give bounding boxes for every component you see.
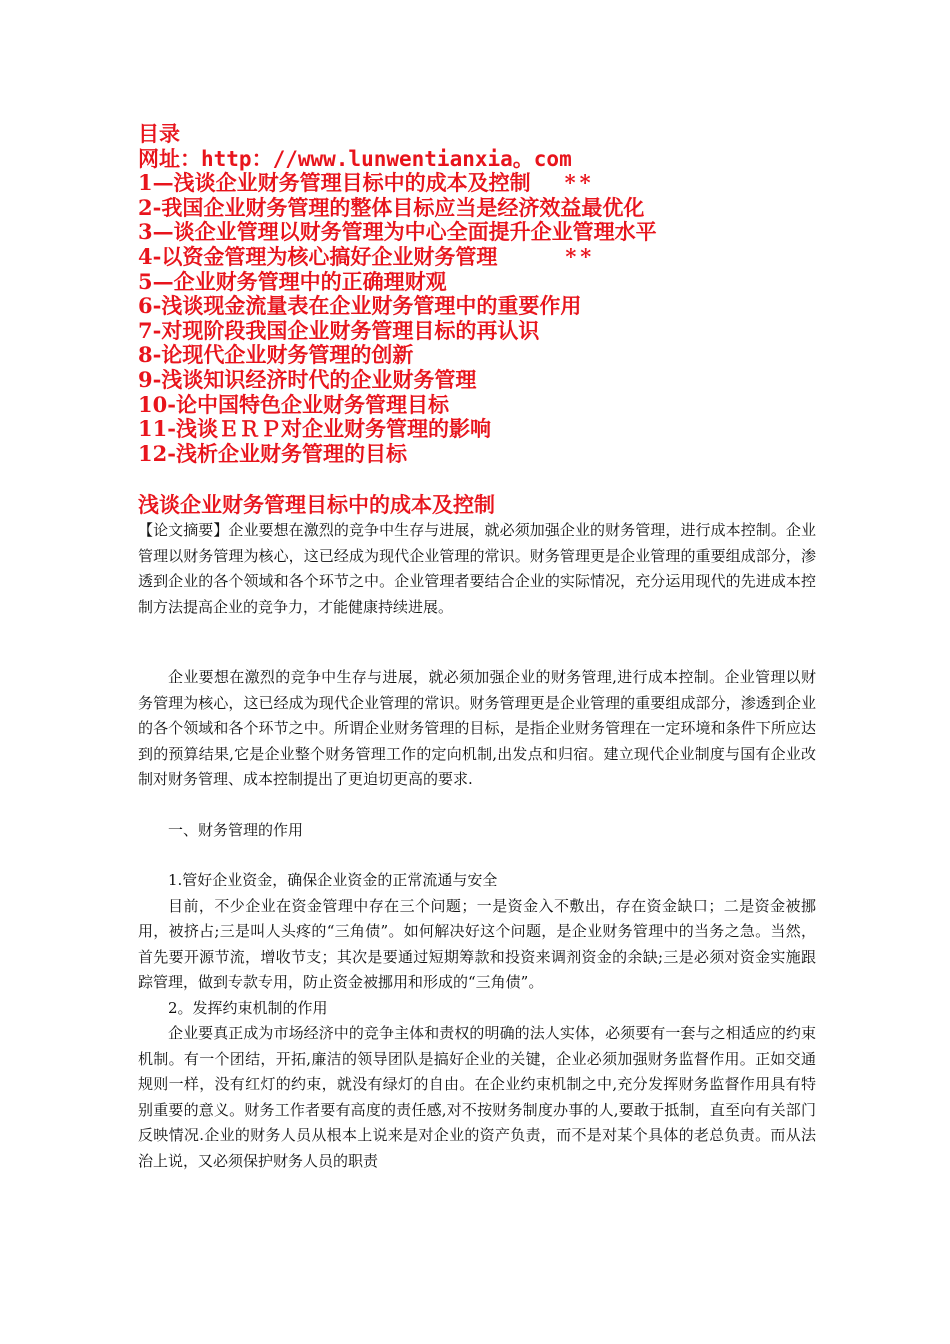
star-marker: ** [565, 243, 596, 269]
abstract-paragraph: 【论文摘要】企业要想在激烈的竞争中生存与进展，就必须加强企业的财务管理，进行成本控制。企业管理以财务管理为核心，这已经成为现代企业管理的常识。财务管理更是企业管理的重要组成部分，渗透到企业的各个领域和各个环节之中。企业管理者要结合企业的实际情况，充分运用现代的先进成本控制方法提高企业的竞争力，才能健康持续进展。 [138, 521, 816, 616]
subsection-heading: 1.管好企业资金，确保企业资金的正常流通与安全 [168, 871, 498, 890]
toc-item[interactable] [138, 343, 816, 368]
toc-item[interactable] [138, 368, 816, 393]
toc-item[interactable] [138, 220, 816, 245]
toc-item[interactable] [138, 294, 816, 319]
toc-item[interactable] [138, 245, 816, 270]
toc-item[interactable] [138, 319, 816, 344]
toc-website[interactable]: 网址：http：//www.lunwentianxia。com [138, 146, 572, 171]
toc-item-label: 11-浅谈ＥＲＰ对企业财务管理的影响 [138, 416, 491, 442]
toc-item-label: 2-我国企业财务管理的整体目标应当是经济效益最优化 [138, 194, 645, 220]
toc-item-label: 10-论中国特色企业财务管理目标 [138, 391, 449, 417]
toc-item-label: 12-浅析企业财务管理的目标 [138, 440, 407, 466]
toc-item[interactable] [138, 171, 816, 196]
toc-item[interactable] [138, 393, 816, 418]
intro-paragraph: 企业要想在激烈的竞争中生存与进展，就必须加强企业的财务管理,进行成本控制。企业管理以财务管理为核心，这已经成为现代企业管理的常识。财务管理更是企业管理的重要组成部分，渗透到企业的各个领域和各个环节之中。所谓企业财务管理的目标，是指企业财务管理在一定环境和条件下所应达到的预算结果,它是企业整个财务管理工作的定向机制,出发点和归宿。建立现代企业制度与国有企业改制对财务管理、成本控制提出了更迫切更高的要求. [138, 668, 816, 789]
toc-item-label: 5—企业财务管理中的正确理财观 [138, 268, 447, 294]
toc-item-label: 1—浅谈企业财务管理目标中的成本及控制 [138, 170, 531, 196]
toc-item-label: 4-以资金管理为核心搞好企业财务管理 [138, 243, 498, 269]
toc-item-label: 3—谈企业管理以财务管理为中心全面提升企业管理水平 [138, 219, 657, 245]
section-heading: 一、财务管理的作用 [168, 820, 304, 839]
article-title: 浅谈企业财务管理目标中的成本及控制 [138, 492, 495, 518]
toc-item[interactable] [138, 270, 816, 295]
toc-item-label: 8-论现代企业财务管理的创新 [138, 342, 414, 368]
toc-list [138, 171, 816, 466]
toc-item-label: 7-对现阶段我国企业财务管理目标的再认识 [138, 317, 540, 343]
toc-heading: 目录 [138, 121, 180, 146]
body-paragraph: 企业要真正成为市场经济中的竞争主体和责权的明确的法人实体，必须要有一套与之相适应的约束机制。有一个团结，开拓,廉洁的领导团队是搞好企业的关键，企业必须加强财务监督作用。正如交通规则一样，没有红灯的约束，就没有绿灯的自由。在企业约束机制之中,充分发挥财务监督作用具有特别重要的意义。财务工作者要有高度的责任感,对不按财务制度办事的人,要敢于抵制，直至向有关部门反映情况.企业的财务人员从根本上说来是对企业的资产负责，而不是对某个具体的老总负责。而从法治上说，又必须保护财务人员的职责 [138, 1024, 816, 1170]
toc-item[interactable] [138, 417, 816, 442]
toc-item-label: 6-浅谈现金流量表在企业财务管理中的重要作用 [138, 293, 582, 319]
subsection-heading: 2。发挥约束机制的作用 [168, 998, 328, 1017]
toc-item[interactable] [138, 196, 816, 221]
body-paragraph: 目前，不少企业在资金管理中存在三个问题；一是资金入不敷出，存在资金缺口；二是资金被挪用，被挤占;三是叫人头疼的“三角债”。如何解决好这个问题，是企业财务管理中的当务之急。当然，首先要开源节流，增收节支；其次是要通过短期筹款和投资来调剂资金的余缺;三是必须对资金实施跟踪管理，做到专款专用，防止资金被挪用和形成的“三角债”。 [138, 896, 816, 992]
document-page [138, 122, 816, 1174]
star-marker: ** [564, 170, 595, 196]
toc-item[interactable] [138, 442, 816, 467]
toc-item-label: 9-浅谈知识经济时代的企业财务管理 [138, 366, 477, 392]
